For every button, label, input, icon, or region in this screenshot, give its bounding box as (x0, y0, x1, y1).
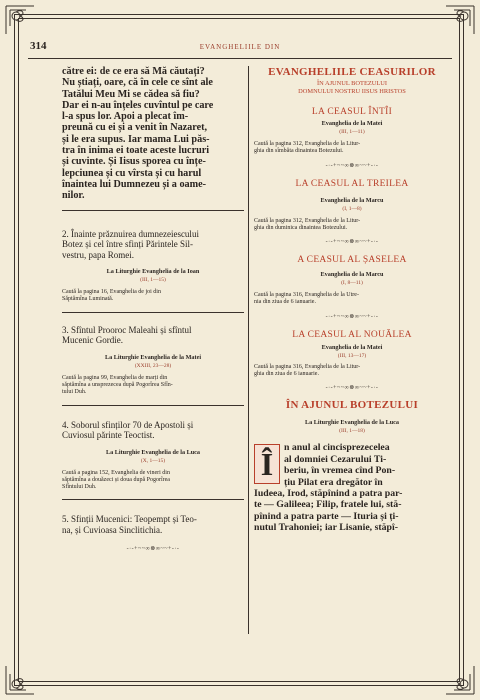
ornament-divider-icon: -·-+~~∞⊗∞~~+-·- (325, 162, 379, 169)
hour-heading: LA CEASUL ÎNTÎI (311, 107, 393, 117)
hour-heading: LA CEASUL AL NOUĂLEA (292, 329, 412, 340)
section-rule (62, 499, 244, 500)
corner-ornament-icon (4, 664, 36, 696)
column-divider (248, 66, 249, 634)
section-title: EVANGHELIILE CEASURILOR (268, 66, 436, 78)
section-rule (62, 210, 244, 211)
page-header (30, 40, 450, 58)
reading-heading: La Liturghie Evanghelia de la Luca (304, 419, 400, 427)
reading-reference: (III, 13—17) (337, 352, 367, 359)
feast-entry: 2. Înainte prăznuirea dumnezeiescului Botez și cel între sfinți Părintele Sil- vestru, papa Romei. (62, 228, 199, 260)
ornament-divider-icon: -·-+~~∞⊗∞~~+-·- (126, 546, 180, 553)
corner-ornament-icon (444, 4, 476, 36)
feast-entry: 4. Soborul sfinților 70 de Apostoli și Cuviosul părinte Teoctist. (62, 419, 194, 441)
hour-heading: A CEASUL AL ȘASELEA (297, 255, 407, 266)
reading-text: Caută la pagina 316, Evanghelia de la Utre- nia din ziua de 6 ianuarie. (254, 292, 359, 306)
reading-reference: (III, 1—15) (140, 277, 166, 284)
corner-ornament-icon (4, 4, 36, 36)
header-rule (28, 58, 452, 59)
reading-text: Caută la pagina 16, Evanghelia de joi din Săptămîna Luminată. (62, 289, 161, 303)
feast-entry: 3. Sfîntul Prooroc Maleahi și sfîntul Mucenic Gordie. (62, 324, 192, 346)
left-column (62, 66, 244, 552)
reading-text: Caută la pagina 312, Evanghelia de la Litur- ghia din duminica dinaintea Botezului. (254, 217, 361, 231)
reading-text: Caută la pagina 312, Evanghelia de la Litur- ghia din sîmbăta dinaintea Botezului. (254, 141, 361, 155)
reading-reference: (III, 1—18) (339, 428, 365, 435)
reading-heading: Evanghelia de la Matei (321, 120, 383, 127)
reading-text: Caută la pagina 316, Evanghelia de la Litur- ghia din ziua de 6 ianuarie. (254, 363, 361, 378)
reading-text: Caută la pagina 99, Evanghelia de marți din săptămîna a unsprezecea după Pogorîrea Sfîn- tului Duh. (62, 374, 173, 396)
right-column (254, 66, 450, 534)
gospel-lead (254, 442, 450, 533)
reading-heading: La Liturghie Evanghelia de la Ioan (106, 268, 200, 276)
corner-ornament-icon (444, 664, 476, 696)
lead-text: n anul al cincisprezecelea al domniei Cezarului Ti- beriu, în vremea cînd Pon- țiu Pilat era dregător în Iudeea, Irod, stăpînind a patra par- te — Galileea; Filip, fratele lui, stă- pînind a patra parte — Ituria și ți- nutul Trahoniei; iar Lisanie, stăpî- (254, 442, 403, 534)
section-title: ÎN AJUNUL BOTEZULUI (285, 399, 419, 412)
feast-entry: 5. Sfinții Mucenici: Teopempt și Teo- na, și Cuvioasa Sinclitichia. (62, 514, 197, 535)
section-subtitle: ÎN AJUNUL BOTEZULUI DOMNULUI NOSTRU IISUS HRISTOS (298, 80, 406, 95)
reading-reference: (III, 1—11) (339, 129, 365, 135)
reading-reference: (X, 1—15) (140, 457, 166, 464)
reading-heading: La Liturghie Evanghelia de la Matei (104, 353, 202, 361)
reading-reference: (I, 1—8) (342, 205, 362, 212)
dropcap-initial: Î (254, 444, 280, 484)
ornament-divider-icon: -·-+~~∞⊗∞~~+-·- (325, 385, 379, 392)
lead-text: către ei: de ce era să Mă căutați? Nu știați, oare, că în cele ce sînt ale Tatălui Meu Mi se cădea să fiu? Dar ei n-au înțeles cuvîntul pe care l-a spus lor. Apoi a plecat îm- preună cu ei și a venit în Nazaret, și le era supus. Iar mama Lui păs- tra în inima ei toate aceste lucruri și cuvinte. Și Iisus sporea cu înțe- lepciunea și cu vîrsta și cu harul înaintea lui Dumnezeu și a oame- nilor. (62, 66, 214, 202)
reading-heading: Evanghelia de la Marcu (320, 271, 384, 279)
reading-reference: (I, 8—11) (341, 280, 363, 287)
reading-heading: Evanghelia de la Marcu (320, 196, 384, 204)
running-head: EVANGHELIILE DIN (199, 43, 281, 51)
section-rule (62, 312, 244, 313)
reading-heading: La Liturghie Evanghelia de la Luca (105, 448, 201, 456)
reading-text: Caută a pagina 152, Evanghelia de vineri din săptămîna a douăzeci și doua după Pogorîrea Sfîntului Duh. (62, 469, 170, 491)
ornament-divider-icon: -·-+~~∞⊗∞~~+-·- (325, 313, 379, 320)
section-rule (62, 405, 244, 406)
hour-heading: LA CEASUL AL TREILEA (295, 178, 409, 189)
reading-reference: (XXIII, 23—28) (134, 362, 172, 369)
ornament-divider-icon: -·-+~~∞⊗∞~~+-·- (325, 239, 379, 246)
page-number: 314 (30, 40, 47, 52)
reading-heading: Evanghelia de la Matei (321, 343, 383, 351)
